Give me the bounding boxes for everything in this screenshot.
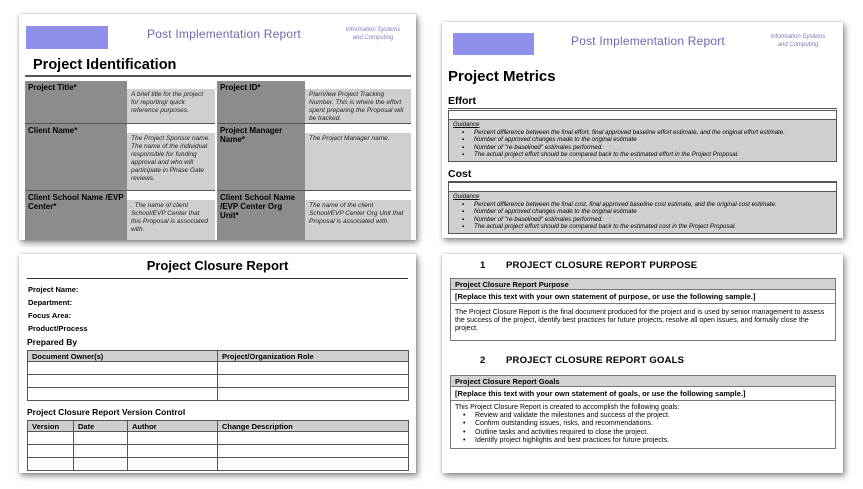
- list-item: ▪ Number of "re-baselined" estimates performed.: [462, 216, 832, 224]
- table-cell[interactable]: [74, 445, 128, 458]
- project-closure-report-cover-panel: [19, 254, 416, 473]
- project-name-field: Project Name:: [28, 285, 79, 294]
- table-row: [28, 445, 409, 458]
- table-cell[interactable]: [28, 432, 74, 445]
- table-cell[interactable]: [218, 375, 409, 388]
- purpose-box: [450, 278, 836, 341]
- client-school-value: [127, 191, 215, 200]
- version-control-table: [27, 420, 409, 471]
- effort-empty-row: [448, 110, 837, 119]
- project-title-value: [127, 81, 215, 89]
- list-item: ▪ The actual project effort should be compared back to the estimated effort in the Project Proposal.: [462, 151, 832, 159]
- project-manager-label: Project Manager Name*: [217, 124, 305, 190]
- cost-guidance-box: [448, 191, 837, 234]
- table-cell[interactable]: [128, 445, 218, 458]
- column-header: Document Owner(s): [28, 351, 218, 362]
- goals-body: [451, 401, 835, 448]
- table-cell[interactable]: [218, 388, 409, 401]
- client-org-unit-label: Client School Name /EVP Center Org Unit*: [217, 191, 305, 240]
- column-header: Date: [74, 421, 128, 432]
- table-cell[interactable]: [28, 458, 74, 471]
- column-header: Author: [128, 421, 218, 432]
- project-id-desc: PlanView Project Tracking Number. This is where the effort spent preparing the Proposal will be tracked.: [305, 89, 411, 123]
- client-org-unit-desc: The name of the client School/EVP Center Org Unit that Proposal is associated with.: [305, 200, 411, 240]
- table-header-row: [28, 351, 409, 362]
- client-name-value: [127, 124, 215, 133]
- table-row: [28, 432, 409, 445]
- table-cell[interactable]: [218, 445, 409, 458]
- logo-placeholder: [26, 26, 108, 49]
- column-gap: [215, 81, 217, 240]
- logo-placeholder: [453, 33, 534, 55]
- cost-title: Cost: [448, 168, 472, 180]
- purpose-replace-note: [Replace this text with your own statement of purpose, or use the following sample.]: [451, 290, 835, 304]
- project-title-label: Project Title*: [25, 81, 127, 123]
- table-cell[interactable]: [218, 458, 409, 471]
- prepared-by-table: [27, 350, 409, 401]
- project-closure-report-purpose-panel: [442, 254, 843, 473]
- section-title: Project Identification: [33, 57, 177, 73]
- list-item: • Identify project highlights and best practices for future projects.: [463, 437, 831, 445]
- page-title: Project Closure Report: [146, 258, 289, 273]
- column-header: Version: [28, 421, 74, 432]
- purpose-body: The Project Closure Report is the final document produced for the project and is used by senior management to assess the success of the project, identify best practices for future projects, resolve all open issues, and formally close the project.: [455, 309, 825, 333]
- row-divider: [25, 190, 411, 191]
- table-row: [28, 388, 409, 401]
- client-school-label: Client School Name /EVP Center*: [25, 191, 127, 240]
- header-subtitle: Information Systems and Computing: [345, 27, 401, 41]
- section-heading-text: PROJECT CLOSURE REPORT GOALS: [506, 355, 685, 366]
- effort-guidance-box: [448, 119, 837, 162]
- table-cell[interactable]: [218, 432, 409, 445]
- table-cell[interactable]: [28, 445, 74, 458]
- header-title: Post Implementation Report: [571, 34, 725, 48]
- client-name-label: Client Name*: [25, 124, 127, 190]
- list-item: ▪ Number of approved changes made to the original estimate: [462, 208, 832, 216]
- focus-area-field: Focus Area:: [28, 311, 72, 320]
- table-cell[interactable]: [74, 458, 128, 471]
- list-item: ▪ Percent difference between the final effort, final approved baseline effort estimate, and the original effort estimate.: [462, 129, 832, 137]
- table-cell[interactable]: [74, 432, 128, 445]
- column-header: Project/Organization Role: [218, 351, 409, 362]
- title-rule: [27, 278, 408, 279]
- prepared-by-heading: Prepared By: [27, 337, 78, 347]
- goals-box-title: Project Closure Report Goals: [451, 376, 835, 387]
- section-number: 1: [480, 260, 486, 271]
- client-name-desc: The Project Sponsor name. The name of the individual responsible for funding approval and who will participate in Phase Gate reviews.: [127, 133, 215, 190]
- list-item: • Confirm outstanding issues, risks, and recommendations.: [463, 420, 831, 428]
- version-control-heading: Project Closure Report Version Control: [27, 407, 186, 417]
- client-school-desc: . The name of client School/EVP Center that this Proposal is associated with.: [127, 200, 215, 240]
- column-header: Change Description: [218, 421, 409, 432]
- row-divider: [25, 123, 411, 124]
- list-item: • Review and validate the milestones and success of the project.: [463, 412, 831, 420]
- table-cell[interactable]: [218, 362, 409, 375]
- table-row: [28, 375, 409, 388]
- department-field: Department:: [28, 298, 73, 307]
- project-manager-value: [305, 124, 411, 133]
- table-row: [28, 458, 409, 471]
- section-number: 2: [480, 355, 486, 366]
- header-title: Post Implementation Report: [147, 27, 301, 41]
- list-item: ▪ Number of "re-baselined" estimates performed.: [462, 144, 832, 152]
- table-header-row: [28, 421, 409, 432]
- cost-guidance-label: Guidance: [453, 193, 480, 200]
- effort-rule: [448, 108, 837, 109]
- project-id-value: [305, 81, 411, 89]
- section-heading-text: PROJECT CLOSURE REPORT PURPOSE: [506, 260, 698, 271]
- table-row: [28, 362, 409, 375]
- effort-guidance-label: Guidance: [453, 121, 480, 128]
- list-item: ▪ The actual project effort should be compared back to the estimated cost in the Project Proposal.: [462, 223, 832, 231]
- list-item: ▪ Number of approved changes made to the original estimate: [462, 136, 832, 144]
- section-title: Project Metrics: [448, 68, 556, 85]
- client-org-unit-value: [305, 191, 411, 200]
- post-implementation-identification-panel: [19, 14, 416, 240]
- list-item: • Outline tasks and activities required to close the project.: [463, 429, 831, 437]
- product-process-field: Product/Process: [28, 324, 88, 333]
- table-cell[interactable]: [28, 362, 218, 375]
- header-subtitle: Information Systems and Computing: [770, 34, 826, 48]
- table-cell[interactable]: [128, 432, 218, 445]
- list-item: ▪ Percent difference between the final cost, final approved baseline cost estimate, and the original cost estimate.: [462, 201, 832, 209]
- cost-empty-row: [448, 182, 837, 191]
- goals-replace-note: [Replace this text with your own statement of goals, or use the following sample.]: [451, 387, 835, 401]
- goals-list: [455, 412, 831, 445]
- goals-intro: This Project Closure Report is created to accomplish the following goals:: [455, 404, 680, 411]
- section-rule: [25, 75, 411, 77]
- post-implementation-metrics-panel: [442, 22, 843, 238]
- table-cell[interactable]: [28, 375, 218, 388]
- project-title-desc: A brief title for the project for reporting/ quick reference purposes.: [127, 89, 215, 123]
- purpose-box-title: Project Closure Report Purpose: [451, 279, 835, 290]
- table-cell[interactable]: [128, 458, 218, 471]
- table-cell[interactable]: [28, 388, 218, 401]
- project-id-label: Project ID*: [217, 81, 305, 123]
- project-manager-desc: The Project Manager name.: [305, 133, 411, 190]
- effort-title: Effort: [448, 95, 476, 107]
- goals-box: [450, 375, 836, 449]
